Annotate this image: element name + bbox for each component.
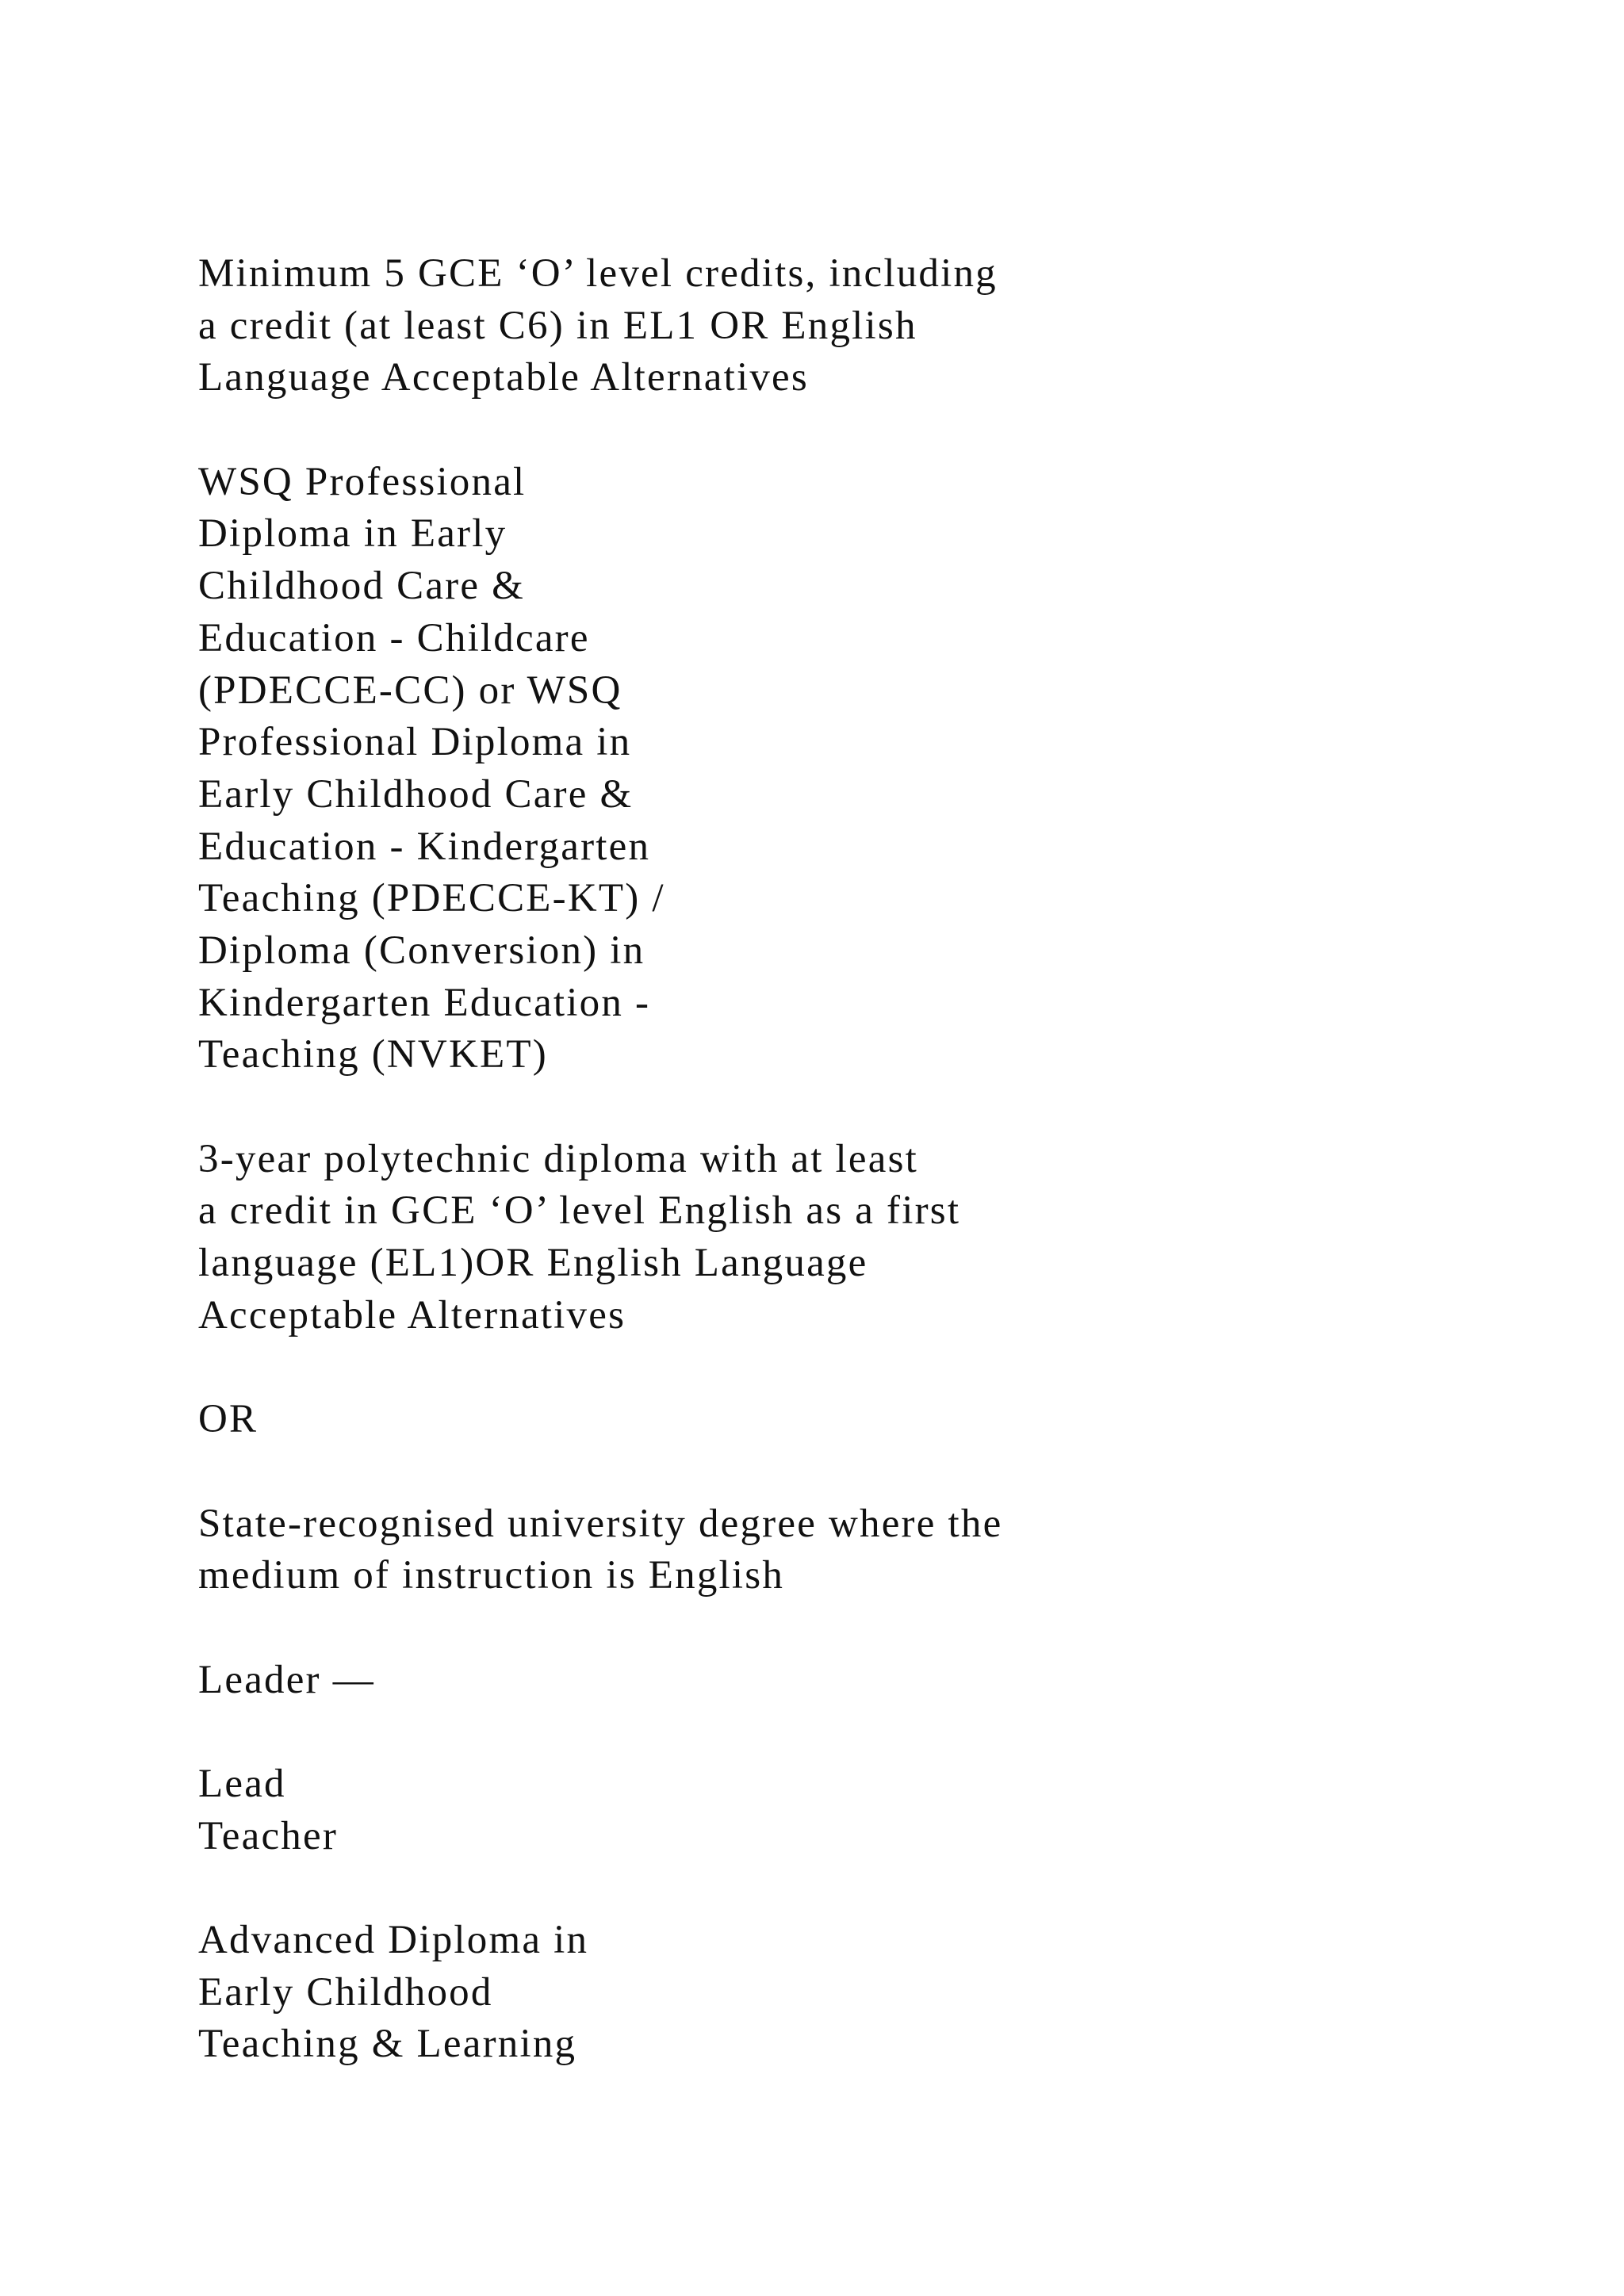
text-line: a credit in GCE ‘O’ level English as a first: [198, 1188, 961, 1234]
paragraph-gap: [198, 1862, 1467, 1915]
paragraph-gap: [198, 1446, 1467, 1498]
text-line: Diploma in Early: [198, 511, 508, 557]
text-line: State-recognised university degree where the: [198, 1501, 1003, 1546]
text-line: WSQ Professional: [198, 459, 527, 504]
paragraph-polytechnic-diploma: [198, 1134, 1467, 1342]
text-line: Teaching (PDECCE-KT) /: [198, 876, 665, 921]
text-line: 3-year polytechnic diploma with at least: [198, 1136, 918, 1181]
paragraph-gap: [198, 1602, 1467, 1655]
text-line: Advanced Diploma in: [198, 1918, 589, 1962]
paragraph-gap: [198, 404, 1467, 457]
text-line: Diploma (Conversion) in: [198, 928, 645, 973]
paragraph-lead-teacher: [198, 1758, 1467, 1862]
document-text: [198, 248, 1467, 2071]
paragraph-gce-o-level: [198, 248, 1467, 404]
paragraph-advanced-diploma: [198, 1915, 1467, 2071]
text-line: Professional Diploma in: [198, 720, 632, 765]
text-line: Education - Childcare: [198, 615, 590, 660]
text-line: Leader —: [198, 1657, 375, 1702]
text-line: OR: [198, 1397, 259, 1442]
text-line: Education - Kindergarten: [198, 824, 651, 869]
paragraph-wsq-diploma: [198, 457, 1467, 1081]
text-line: Teaching (NVKET): [198, 1032, 548, 1077]
text-line: language (EL1)OR English Language: [198, 1241, 868, 1286]
paragraph-university-degree: [198, 1498, 1467, 1602]
paragraph-leader-heading: [198, 1655, 1467, 1707]
text-line: Minimum 5 GCE ‘O’ level credits, including: [198, 251, 998, 296]
paragraph-or-separator: [198, 1394, 1467, 1446]
paragraph-gap: [198, 1341, 1467, 1394]
text-line: Teaching & Learning: [198, 2022, 577, 2067]
paragraph-gap: [198, 1081, 1467, 1134]
text-line: Early Childhood: [198, 1969, 493, 2015]
text-line: Language Acceptable Alternatives: [198, 355, 809, 400]
text-line: medium of instruction is English: [198, 1553, 785, 1598]
text-line: Early Childhood Care &: [198, 771, 634, 817]
text-line: Acceptable Alternatives: [198, 1292, 626, 1337]
text-line: a credit (at least C6) in EL1 OR English: [198, 303, 917, 348]
paragraph-gap: [198, 1706, 1467, 1758]
text-line: Lead: [198, 1761, 286, 1806]
text-line: (PDECCE-CC) or WSQ: [198, 668, 622, 713]
text-line: Childhood Care &: [198, 564, 525, 609]
text-line: Teacher: [198, 1813, 339, 1858]
text-line: Kindergarten Education -: [198, 980, 651, 1025]
